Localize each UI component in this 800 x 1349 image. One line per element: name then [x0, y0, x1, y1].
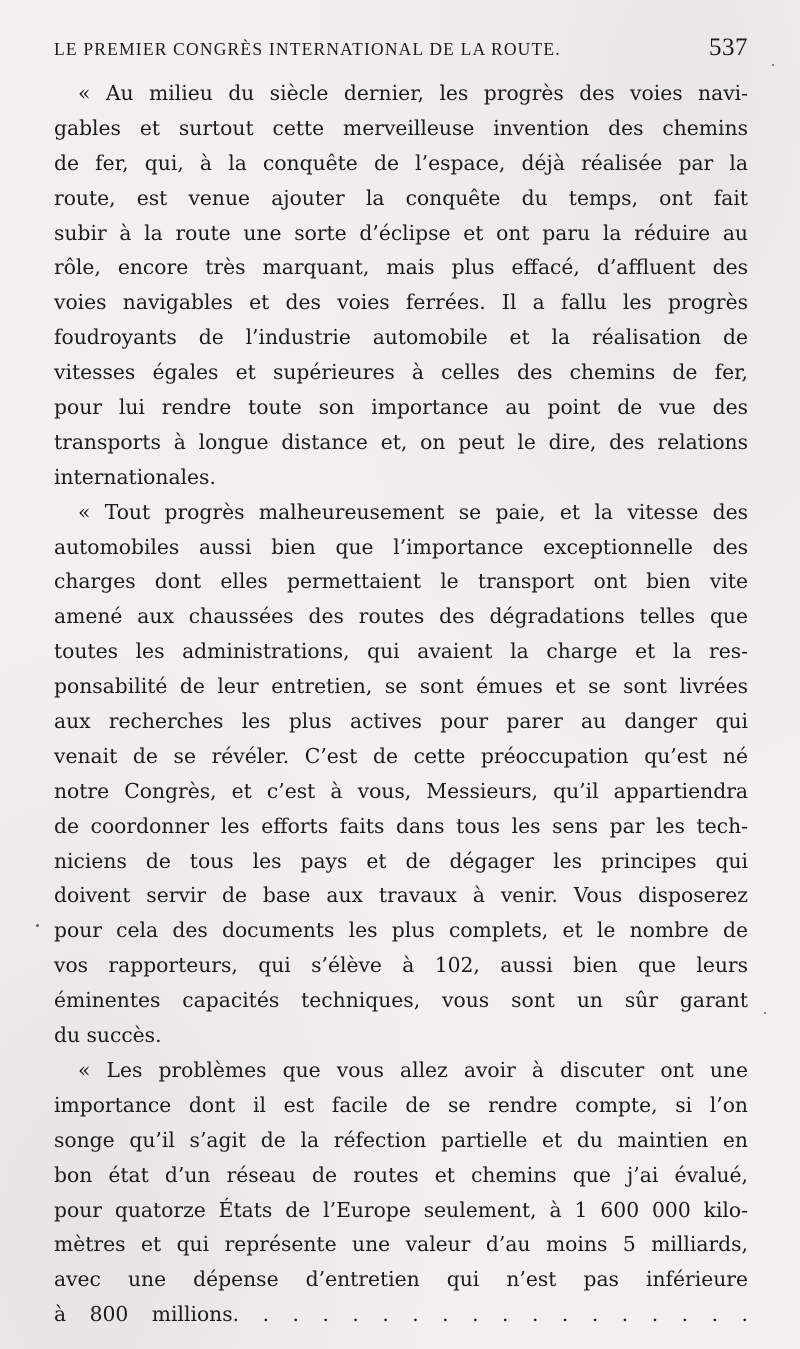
text-line: niciens de tous les pays et de dégager les principes qui: [54, 848, 748, 873]
text-line: à 800 millions. . . . . . . . . . . . . . . . . .: [54, 1302, 748, 1327]
text-line: vos rapporteurs, qui s’élève à 102, aussi bien que leurs: [54, 953, 748, 978]
text-line: avec une dépense d’entretien qui n’est pas inférieure: [54, 1267, 748, 1292]
text-line: « Les problèmes que vous allez avoir à discuter ont une: [78, 1057, 748, 1082]
text-line: automobiles aussi bien que l’importance exceptionnelle des: [54, 534, 748, 559]
text-line: ponsabilité de leur entretien, se sont émues et se sont livrées: [54, 674, 748, 699]
body-text: [54, 76, 748, 1332]
text-line: notre Congrès, et c’est à vous, Messieurs, qu’il appartiendra: [54, 778, 748, 803]
paragraph-1: [54, 76, 748, 495]
text-line: charges dont elles permettaient le transport ont bien vite: [54, 569, 748, 594]
print-speck: [772, 64, 774, 66]
text-line: aux recherches les plus actives pour parer au danger qui: [54, 709, 748, 734]
text-line: internationales.: [54, 464, 216, 489]
text-line: vitesses égales et supérieures à celles des chemins de fer,: [54, 360, 748, 385]
text-line: pour quatorze États de l’Europe seulement, à 1 600 000 kilo-: [54, 1197, 748, 1222]
text-line: mètres et qui représente une valeur d’au moins 5 milliards,: [54, 1232, 748, 1257]
text-line: pour lui rendre toute son importance au point de vue des: [54, 395, 748, 420]
text-line: route, est venue ajouter la conquête du temps, ont fait: [54, 185, 748, 210]
running-title: LE PREMIER CONGRÈS INTERNATIONAL DE LA ROUTE.: [54, 39, 561, 59]
text-line: importance dont il est facile de se rendre compte, si l’on: [54, 1092, 748, 1117]
text-line: « Tout progrès malheureusement se paie, et la vitesse des: [78, 499, 748, 524]
text-line: transports à longue distance et, on peut le dire, des relations: [54, 429, 748, 454]
paragraph-2: [54, 495, 748, 1053]
text-line: de fer, qui, à la conquête de l’espace, déjà réalisée par la: [54, 150, 748, 175]
text-line: venait de se révéler. C’est de cette préoccupation qu’est né: [54, 743, 748, 768]
text-line: voies navigables et des voies ferrées. Il a fallu les progrès: [54, 290, 748, 315]
running-head: [54, 34, 748, 70]
page-number: 537: [709, 34, 748, 61]
print-speck: [764, 1012, 766, 1014]
text-line: gables et surtout cette merveilleuse invention des chemins: [54, 115, 748, 140]
text-line: du succès.: [54, 1023, 162, 1048]
text-line: subir à la route une sorte d’éclipse et ont paru la réduire au: [54, 220, 748, 245]
paragraph-3: [54, 1053, 748, 1332]
text-line: doivent servir de base aux travaux à venir. Vous disposerez: [54, 883, 748, 908]
text-line: foudroyants de l’industrie automobile et la réalisation de: [54, 325, 748, 350]
text-line: éminentes capacités techniques, vous sont un sûr garant: [54, 988, 748, 1013]
text-line: « Au milieu du siècle dernier, les progrès des voies navi-: [78, 81, 748, 105]
text-line: pour cela des documents les plus complets, et le nombre de: [54, 918, 748, 943]
text-line: toutes les administrations, qui avaient la charge et la res-: [54, 639, 748, 664]
text-line: amené aux chaussées des routes des dégradations telles que: [54, 604, 748, 629]
text-line: bon état d’un réseau de routes et chemins que j’ai évalué,: [54, 1162, 748, 1187]
text-line: rôle, encore très marquant, mais plus effacé, d’affluent des: [54, 255, 748, 280]
text-line: songe qu’il s’agit de la réfection partielle et du maintien en: [54, 1127, 748, 1152]
print-speck: [36, 924, 39, 927]
text-line: de coordonner les efforts faits dans tous les sens par les tech-: [54, 813, 748, 838]
